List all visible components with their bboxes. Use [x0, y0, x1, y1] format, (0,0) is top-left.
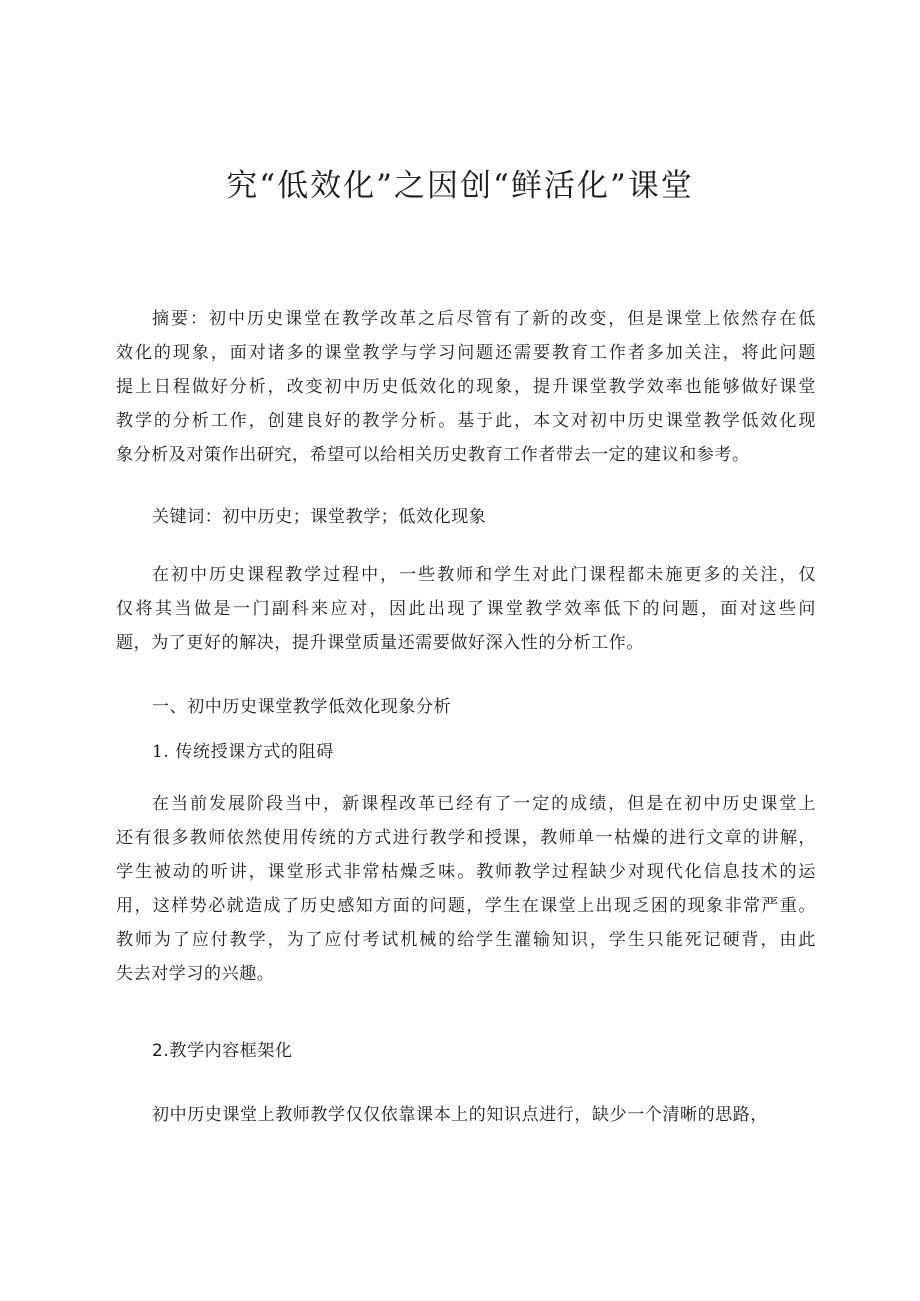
intro-line: 在初中历史课程教学过程中，一些教师和学生对此门课程都未施更多的关注，仅 [152, 565, 816, 585]
abstract-paragraph [116, 302, 816, 472]
section-heading: 一、初中历史课堂教学低效化现象分析 [152, 697, 452, 717]
body-line: 还有很多教师依然使用传统的方式进行教学和授课，教师单一枯燥的进行文章的讲解， [116, 828, 816, 848]
abstract-line: 摘要：初中历史课堂在教学改革之后尽管有了新的改变，但是课堂上依然存在低 [152, 309, 816, 329]
body-line: 失去对学习的兴趣。 [116, 964, 275, 984]
body-line: 教师为了应付教学，为了应付考试机械的给学生灌输知识，学生只能死记硬背，由此 [116, 930, 816, 950]
subsection-heading: 2.教学内容框架化 [152, 1041, 293, 1061]
body-line: 初中历史课堂上教师教学仅仅依靠课本上的知识点进行，缺少一个清晰的思路， [152, 1105, 768, 1125]
keywords-line: 关键词：初中历史；课堂教学；低效化现象 [152, 507, 487, 527]
body-line: 在当前发展阶段当中，新课程改革已经有了一定的成绩，但是在初中历史课堂上 [152, 794, 816, 814]
intro-paragraph [116, 558, 816, 660]
intro-line: 题，为了更好的解决，提升课堂质量还需要做好深入性的分析工作。 [116, 633, 644, 653]
abstract-line: 效化的现象，面对诸多的课堂教学与学习问题还需要教育工作者多加关注，将此问题 [116, 343, 816, 363]
abstract-line: 提上日程做好分析，改变初中历史低效化的现象，提升课堂教学效率也能够做好课堂 [116, 377, 816, 397]
subsection-paragraph [116, 1098, 816, 1132]
abstract-line: 象分析及对策作出研究，希望可以给相关历史教育工作者带去一定的建议和参考。 [116, 445, 750, 465]
document-title: 究“低效化”之因创“鲜活化”课堂 [226, 168, 694, 204]
body-line: 学生被动的听讲，课堂形式非常枯燥乏味。教师教学过程缺少对现代化信息技术的运 [116, 862, 816, 882]
body-line: 用，这样势必就造成了历史感知方面的问题，学生在课堂上出现乏困的现象非常严重。 [116, 896, 816, 916]
abstract-line: 教学的分析工作，创建良好的教学分析。基于此，本文对初中历史课堂教学低效化现 [116, 411, 816, 431]
subsection-heading: 1. 传统授课方式的阻碍 [152, 742, 334, 762]
intro-line: 仅将其当做是一门副科来应对，因此出现了课堂教学效率低下的问题，面对这些问 [116, 599, 816, 619]
subsection-paragraph [116, 787, 816, 991]
